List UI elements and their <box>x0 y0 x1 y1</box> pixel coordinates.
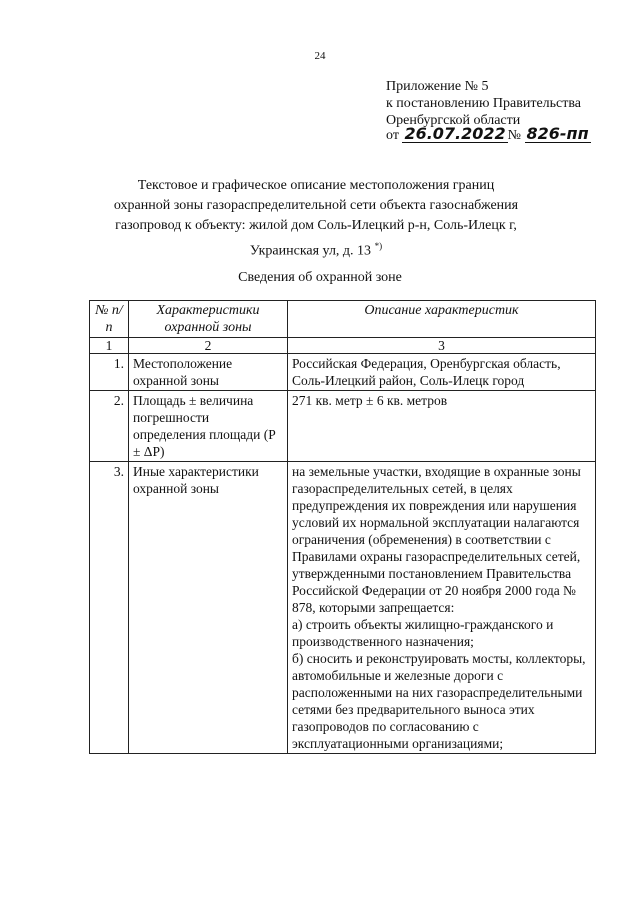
appendix-block <box>386 78 581 129</box>
index-cell: 2 <box>129 338 288 354</box>
description-paragraph: б) сносить и реконструировать мосты, коллекторы, автомобильные и железные дороги с расположенными на них газораспределительными сетями без предварительного выноса этих газопроводов по согласованию с эксплуатационными организациями; <box>292 651 586 751</box>
document-heading <box>96 176 536 262</box>
table-row <box>90 462 596 754</box>
appendix-reference: к постановлению Правительства <box>386 96 582 111</box>
heading-address: Украинская ул, д. 13 <box>249 243 372 259</box>
index-cell: 3 <box>288 338 596 354</box>
row-number: 2. <box>90 391 129 462</box>
appendix-region: Оренбургской области <box>386 113 521 128</box>
date-prefix: от <box>386 128 399 143</box>
row-number: 1. <box>90 354 129 391</box>
table-header-row <box>90 301 596 338</box>
row-characteristic: Местоположение охранной зоны <box>129 354 288 391</box>
number-prefix: № <box>507 128 522 143</box>
description-paragraph: а) строить объекты жилищно-гражданского и производственного назначения; <box>292 617 554 649</box>
section-title: Сведения об охранной зоне <box>238 270 402 285</box>
description-paragraph: Российская Федерация, Оренбургская область, Соль-Илецкий район, Соль-Илецк город <box>292 356 561 388</box>
heading-line: охранной зоны газораспределительной сети объекта газоснабжения <box>113 198 519 213</box>
protection-zone-table <box>89 300 596 754</box>
footnote-mark: *) <box>374 241 383 251</box>
header-characteristic: Характеристики охранной зоны <box>129 301 288 338</box>
row-characteristic: Площадь ± величина погрешности определения площади (P ± ΔP) <box>129 391 288 462</box>
table-row <box>90 391 596 462</box>
table-index-row <box>90 338 596 354</box>
description-paragraph: 271 кв. метр ± 6 кв. метров <box>292 393 448 408</box>
table-row <box>90 354 596 391</box>
header-num: № п/п <box>90 301 129 338</box>
index-cell: 1 <box>90 338 129 354</box>
header-description: Описание характеристик <box>288 301 596 338</box>
row-description <box>288 391 596 462</box>
appendix-title: Приложение № 5 <box>386 79 489 94</box>
decree-date-number <box>386 126 591 144</box>
page-number: 24 <box>314 50 326 62</box>
row-description <box>288 462 596 754</box>
row-number: 3. <box>90 462 129 754</box>
heading-line: газопровод к объекту: жилой дом Соль-Илецкий р-н, Соль-Илецк г, <box>115 218 517 233</box>
row-description <box>288 354 596 391</box>
heading-line: Текстовое и графическое описание местоположения границ <box>137 178 495 193</box>
handwritten-number: 826-пп <box>526 124 589 143</box>
description-paragraph: на земельные участки, входящие в охранные зоны газораспределительных сетей, в целях предупреждения их повреждения или нарушения условий их нормальной эксплуатации налагаются ограничения (обременения) в соответствии с Правилами охраны газораспределительных сетей, утвержденными постановлением Правительства Российской Федерации от 20 ноября 2000 года № 878, которыми запрещается: <box>292 464 581 615</box>
row-characteristic: Иные характеристики охранной зоны <box>129 462 288 754</box>
heading-line-last <box>96 236 536 262</box>
handwritten-date: 26.07.2022 <box>404 124 506 143</box>
